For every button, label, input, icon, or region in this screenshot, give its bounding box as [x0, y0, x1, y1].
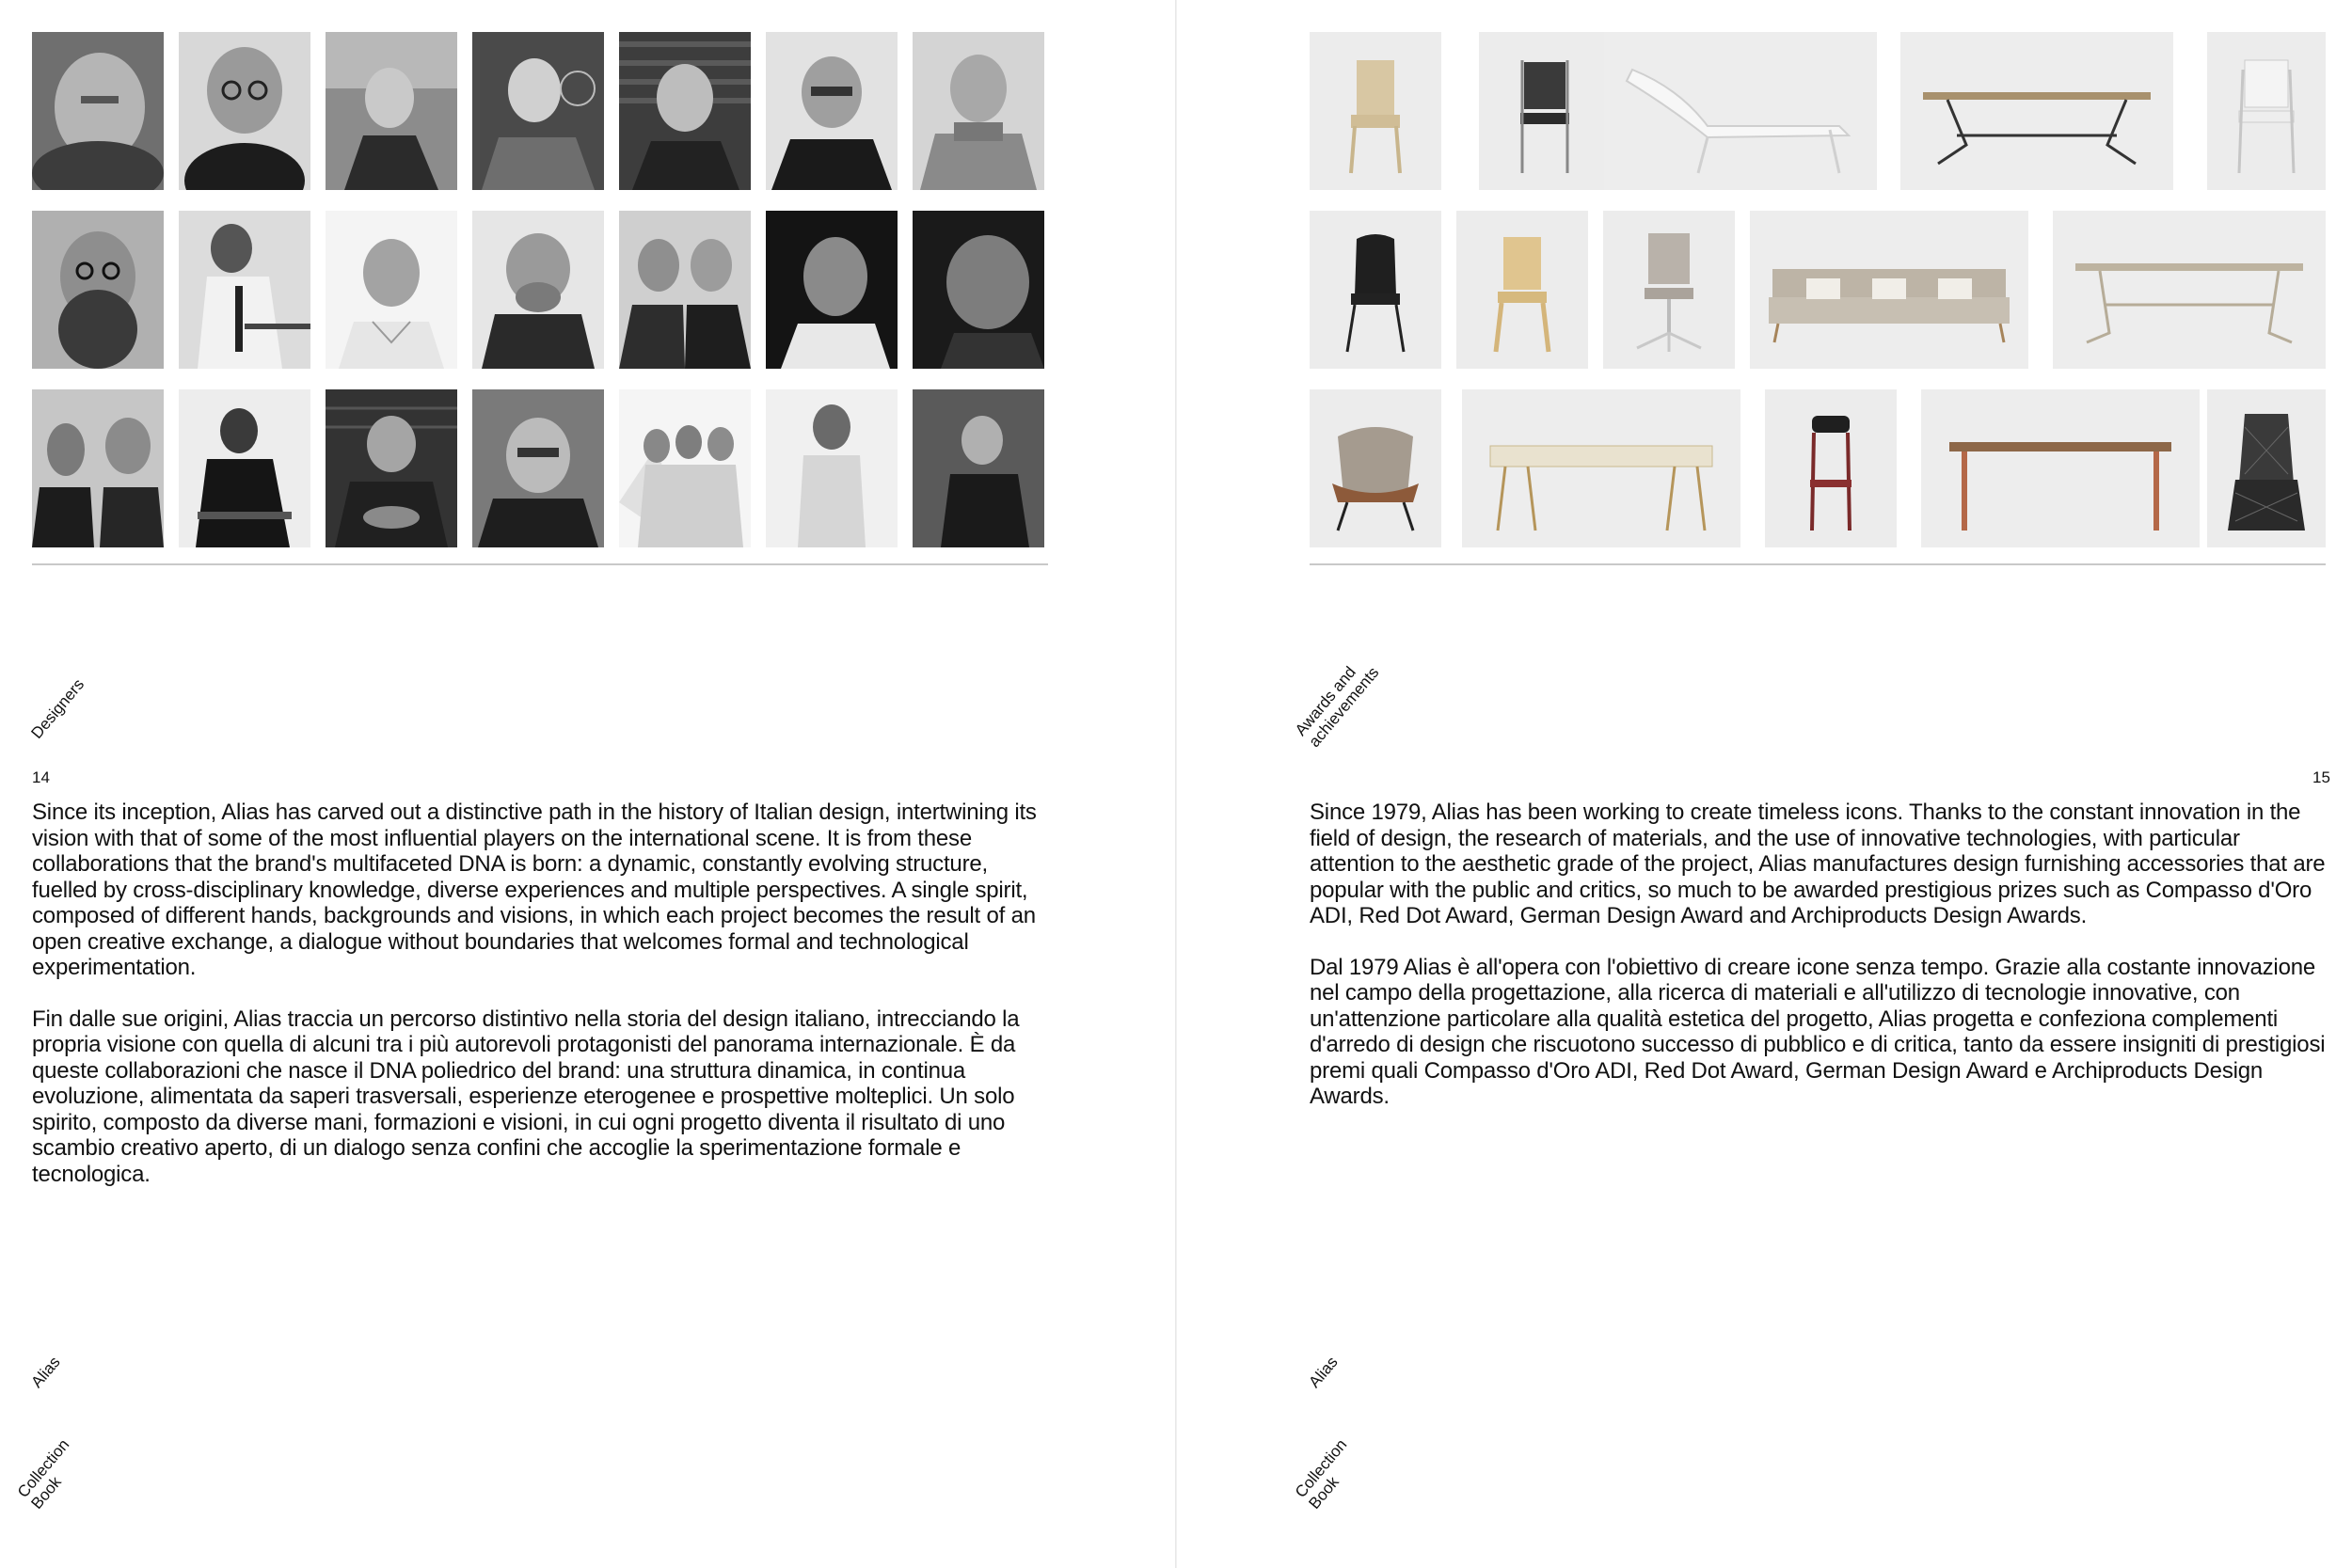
- designer-portrait: [32, 211, 164, 369]
- designer-portrait: [326, 211, 457, 369]
- designer-portrait: [32, 32, 164, 190]
- designer-portrait: [913, 211, 1044, 369]
- product-photo-desk: [1462, 389, 1740, 547]
- product-photo-sofa: [1750, 211, 2028, 369]
- product-photo-table: [2053, 211, 2326, 369]
- designer-portrait: [619, 32, 751, 190]
- designer-portrait: [913, 32, 1044, 190]
- footer-brand-label: Alias: [27, 1353, 64, 1391]
- product-photo-lounger: [1604, 32, 1877, 190]
- paragraph-english: Since 1979, Alias has been working to create timeless icons. Thanks to the constant innovation in the field of design, the research of materials, and the use of innovative technologies, with particular attention to the aesthetic grade of the project, Alias manufactures design furnishing accessories that are popular with the public and critics, so much to be awarded prestigious prizes such as Compasso d'Oro ADI, Red Dot Award, German Design Award and Archiproducts Design Awards.: [1310, 800, 2326, 928]
- product-photo-table: [1921, 389, 2200, 547]
- page-gutter: [1175, 0, 1177, 1568]
- right-body-text: [1310, 800, 2330, 1135]
- paragraph-english: Since its inception, Alias has carved out a distinctive path in the history of Italian design, intertwining its vision with that of some of the most influential players on the international scene. It is from these collaborations that the brand's multifaceted DNA is born: a dynamic, constantly evolving structure, fuelled by cross-disciplinary knowledge, diverse experiences and multiple perspectives. A single spirit, composed of different hands, backgrounds and visions, in which each project becomes the result of an open creative exchange, a dialogue without boundaries that welcomes formal and technological experimentation.: [32, 800, 1037, 980]
- product-photo-chair: [1310, 211, 1441, 369]
- product-photo-lounge-chair: [1310, 389, 1441, 547]
- product-photo-chair: [2207, 389, 2326, 547]
- section-label-designers: Designers: [27, 675, 88, 742]
- designer-portrait-grid: [32, 32, 1048, 547]
- product-photo-table: [1900, 32, 2173, 190]
- designer-portrait: [766, 211, 898, 369]
- section-label-awards: Awards and achievements: [1291, 663, 1383, 751]
- right-page: [1178, 0, 2352, 1568]
- designer-portrait: [179, 32, 310, 190]
- designer-portrait: [619, 389, 751, 547]
- product-photo-chair: [1765, 389, 1897, 547]
- designer-portrait: [766, 389, 898, 547]
- designer-portrait: [472, 389, 604, 547]
- left-body-text: [32, 800, 1053, 1212]
- designer-portrait: [472, 211, 604, 369]
- page-number: 14: [32, 768, 50, 786]
- paragraph-italian: Dal 1979 Alias è all'opera con l'obiettivo di creare icone senza tempo. Grazie alla costante innovazione nel campo della progettazione, alla ricerca di materiali e all'utilizzo di tecnologie innovative, con un'attenzione particolare alla qualità estetica del progetto, Alias progetta e confeziona complementi d'arredo di design che riscuotono successo di pubblico e di critica, tanto da essere insigniti di prestigiosi premi quali Compasso d'Oro ADI, Red Dot Award, German Design Award e Archiproducts Design Awards.: [1310, 954, 2326, 1109]
- designer-portrait: [326, 32, 457, 190]
- designer-portrait: [179, 389, 310, 547]
- product-photo-office-chair: [1603, 211, 1735, 369]
- designer-portrait: [179, 211, 310, 369]
- designer-portrait: [32, 389, 164, 547]
- product-photo-armchair: [2207, 32, 2326, 190]
- section-rule: [1310, 563, 2326, 565]
- left-page: [0, 0, 1174, 1568]
- page-number: 15: [2312, 768, 2330, 786]
- designer-portrait: [326, 389, 457, 547]
- product-photo-chair: [1479, 32, 1611, 190]
- product-photo-chair: [1310, 32, 1441, 190]
- designer-portrait: [619, 211, 751, 369]
- footer-book-label: Collection Book: [1291, 1435, 1351, 1513]
- footer-book-label: Collection Book: [13, 1435, 73, 1513]
- designer-portrait: [913, 389, 1044, 547]
- paragraph-italian: Fin dalle sue origini, Alias traccia un percorso distintivo nella storia del design italiano, intrecciando la propria visione con quella di alcuni tra i più autorevoli protagonisti del panorama internazionale. È da queste collaborazioni che nasce il DNA poliedrico del brand: una struttura dinamica, in continua evoluzione, alimentata da saperi trasversali, esperienze eterogenee e prospettive molteplici. Un solo spirito, composto da diverse mani, formazioni e visioni, in cui ogni progetto diventa il risultato di uno scambio creativo aperto, di un dialogo senza confini che accoglie la sperimentazione formale e tecnologica.: [32, 1006, 1020, 1187]
- product-photo-grid: [1310, 32, 2326, 547]
- designer-portrait: [766, 32, 898, 190]
- product-photo-chair: [1456, 211, 1588, 369]
- designer-portrait: [472, 32, 604, 190]
- section-rule: [32, 563, 1048, 565]
- footer-brand-label: Alias: [1305, 1353, 1342, 1391]
